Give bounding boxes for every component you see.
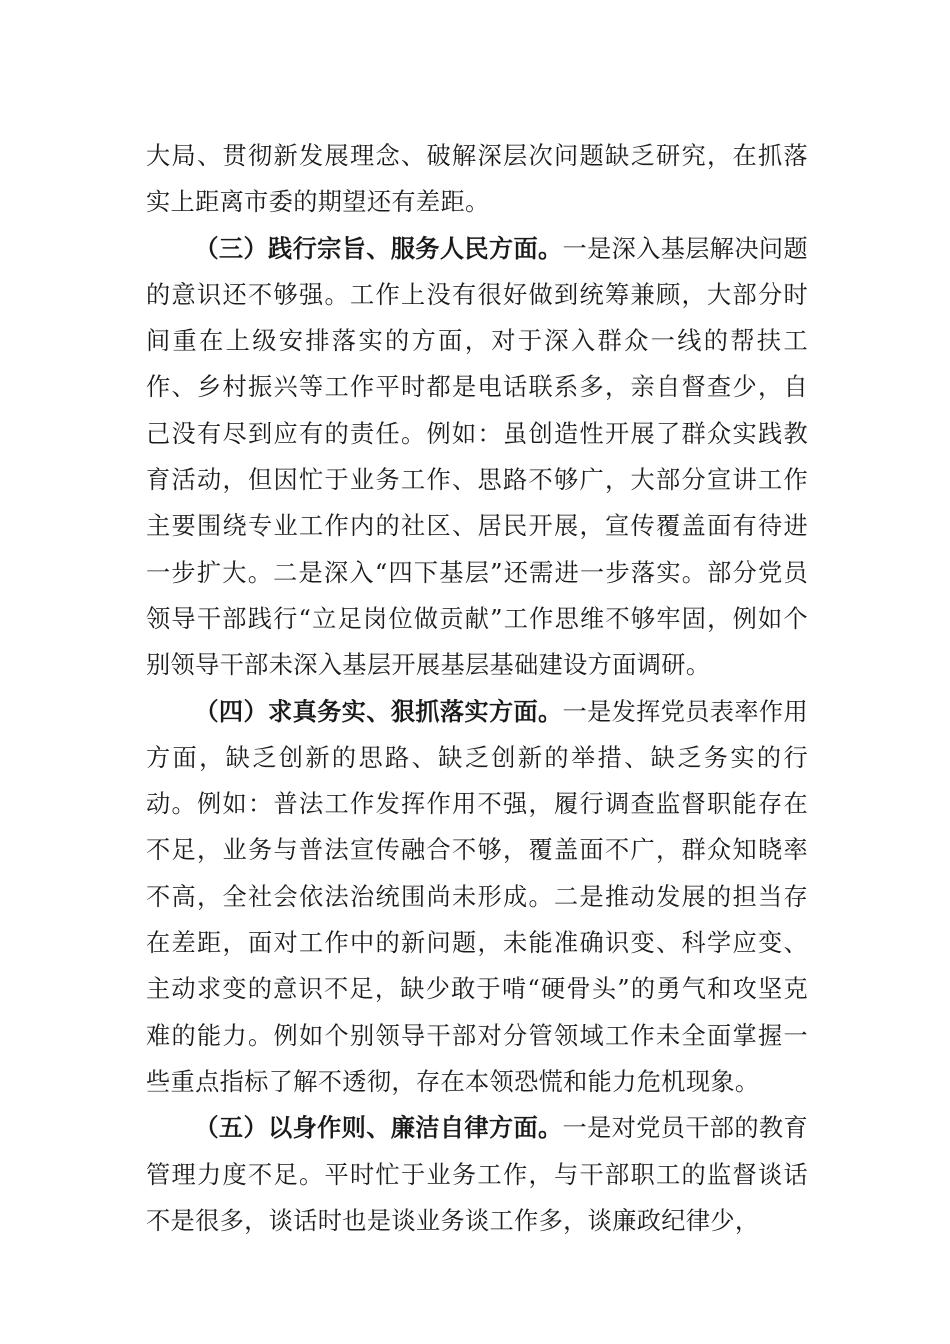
document-page xyxy=(146,133,808,1244)
paragraph-continuation xyxy=(146,133,808,226)
paragraph-section-5 xyxy=(146,1105,808,1244)
section-heading: （五）以身作则、廉洁自律方面。 xyxy=(194,1113,563,1143)
section-heading: （三）践行宗旨、服务人民方面。 xyxy=(194,233,563,263)
paragraph-body: 一是发挥党员表率作用方面，缺乏创新的思路、缺乏创新的举措、缺乏务实的行动。例如：普法工作发挥作用不强，履行调查监督职能存在不足，业务与普法宣传融合不够，覆盖面不广，群众知晓率不高，全社会依法治统围尚未形成。二是推动发展的担当存在差距，面对工作中的新问题，未能准确识变、科学应变、主动求变的意识不足，缺少敢于啃“硬骨头”的勇气和攻坚克难的能力。例如个别领导干部对分管领域工作未全面掌握一些重点指标了解不透彻，存在本领恐慌和能力危机现象。 xyxy=(146,697,808,1096)
paragraph-body: 一是深入基层解决问题的意识还不够强。工作上没有很好做到统筹兼顾，大部分时间重在上级安排落实的方面，对于深入群众一线的帮扶工作、乡村振兴等工作平时都是电话联系多，亲自督查少，自己没有尽到应有的责任。例如：虽创造性开展了群众实践教育活动，但因忙于业务工作、思路不够广，大部分宣讲工作主要围绕专业工作内的社区、居民开展，宣传覆盖面有待进一步扩大。二是深入“四下基层”还需进一步落实。部分党员领导干部践行“立足岗位做贡献”工作思维不够牢固，例如个别领导干部未深入基层开展基层基础建设方面调研。 xyxy=(146,234,808,680)
paragraph-section-4 xyxy=(146,689,808,1106)
section-heading: （四）求真务实、狠抓落实方面。 xyxy=(194,696,563,726)
paragraph-body: 大局、贯彻新发展理念、破解深层次问题缺乏研究，在抓落实上距离市委的期望还有差距。 xyxy=(146,142,808,217)
paragraph-section-3 xyxy=(146,226,808,689)
paragraph-body: 一是对党员干部的教育管理力度不足。平时忙于业务工作，与干部职工的监督谈话不是很多，谈话时也是谈业务谈工作多，谈廉政纪律少， xyxy=(146,1114,808,1235)
